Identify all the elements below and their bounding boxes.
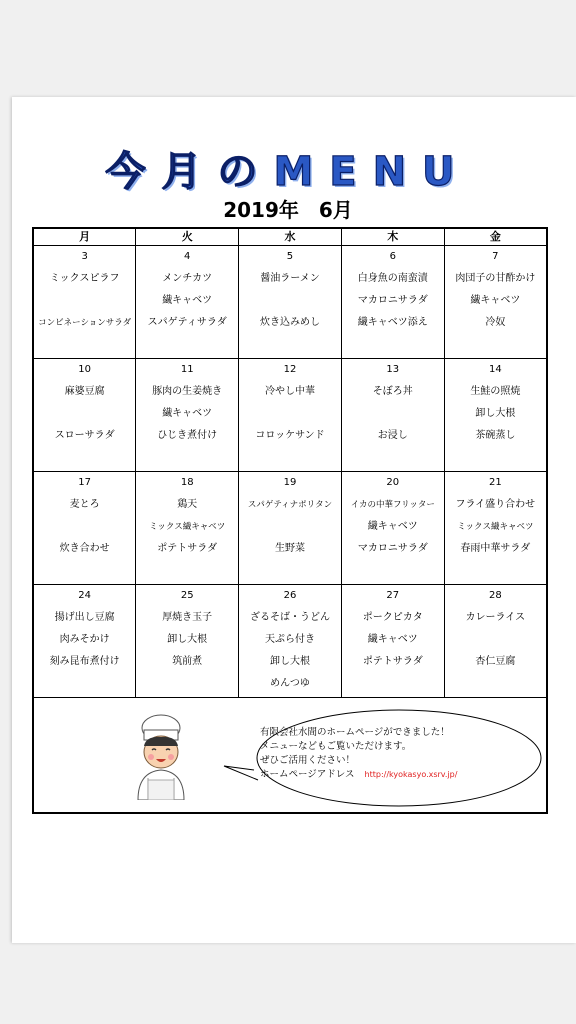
menu-dish: コンビネーションサラダ: [38, 318, 132, 328]
day-cell: [239, 585, 342, 698]
menu-dish: フライ盛り合わせ: [455, 499, 536, 510]
menu-dish: ポテトサラダ: [157, 543, 218, 554]
menu-dish: 炊き込みめし: [259, 317, 320, 328]
day-cell: [33, 246, 136, 359]
menu-dish: 生野菜: [274, 543, 305, 554]
day-cell: [136, 472, 239, 585]
day-cell: [33, 585, 136, 698]
calendar-body: [33, 246, 547, 698]
week-row: [33, 359, 547, 472]
menu-dish: 繊キャベツ: [367, 634, 418, 645]
day-cell: [136, 585, 239, 698]
menu-dish: スパゲティナポリタン: [247, 500, 333, 510]
notice-line: メニューなどもご覧いただけます。: [260, 741, 412, 752]
menu-dish: コロッケサンド: [255, 430, 325, 441]
menu-dish: イカの中華フリッター: [350, 500, 435, 510]
menu-dish: [239, 403, 341, 425]
menu-dish: お浸し: [377, 430, 408, 441]
day-number: 17: [78, 477, 92, 488]
day-number: 26: [283, 590, 297, 601]
menu-dish: ひじき煮付け: [157, 430, 218, 441]
menu-dish: ミックス繊キャベツ: [149, 522, 226, 532]
menu-dish: スパゲティサラダ: [147, 317, 227, 328]
day-cell: [444, 472, 547, 585]
menu-dish: 麦とろ: [69, 499, 100, 510]
day-cell: [444, 359, 547, 472]
day-number: 10: [78, 364, 92, 375]
menu-dish: 鶏天: [177, 499, 198, 510]
day-number: 18: [180, 477, 194, 488]
day-number: 4: [184, 251, 191, 262]
menu-dish: スローサラダ: [54, 430, 115, 441]
day-number: 3: [81, 251, 88, 262]
day-cell: [341, 585, 444, 698]
day-number: 20: [386, 477, 400, 488]
week-row: [33, 246, 547, 359]
day-number: 19: [283, 477, 297, 488]
day-number: 14: [488, 364, 502, 375]
day-cell: [239, 472, 342, 585]
menu-dish: ミックスピラフ: [49, 273, 120, 284]
notice-line: ぜひご活用ください！: [260, 755, 356, 766]
menu-dish: ざるそば・うどん: [249, 612, 330, 623]
menu-dish: そぼろ丼: [372, 386, 413, 397]
menu-dish: [445, 629, 546, 651]
day-cell: [341, 246, 444, 359]
menu-dish: マカロニサラダ: [357, 295, 428, 306]
day-cell: [33, 472, 136, 585]
menu-dish: 冷やし中華: [264, 386, 315, 397]
weekday-header: 木: [341, 228, 444, 246]
day-number: 13: [386, 364, 400, 375]
day-cell: [444, 246, 547, 359]
weekday-header: 水: [239, 228, 342, 246]
menu-dish: 生鮭の照焼: [470, 386, 521, 397]
menu-dish: [34, 403, 135, 425]
day-number: 5: [286, 251, 294, 262]
menu-dish: [239, 516, 341, 538]
notice-row: [33, 698, 547, 814]
day-number: 21: [488, 477, 502, 488]
menu-dish: 筑前煮: [172, 656, 203, 667]
menu-dish: ポテトサラダ: [362, 656, 423, 667]
menu-dish: [34, 290, 135, 312]
day-cell: [341, 359, 444, 472]
day-number: 24: [78, 590, 92, 601]
menu-dish: 繊キャベツ: [367, 521, 418, 532]
menu-dish: ポークピカタ: [362, 612, 423, 623]
address-label: ホームページアドレス: [260, 769, 355, 780]
weekday-header: 火: [136, 228, 239, 246]
month-subtitle: 2019年 6月: [223, 198, 353, 222]
menu-dish: 冷奴: [485, 317, 506, 328]
notice-line: 有限会社水間のホームページができました！: [260, 727, 450, 738]
menu-dish: 麻婆豆腐: [64, 386, 105, 397]
day-cell: [341, 472, 444, 585]
day-number: 27: [386, 590, 400, 601]
menu-dish: ミックス繊キャベツ: [457, 522, 534, 532]
menu-dish: 卸し大根: [269, 656, 310, 667]
menu-dish: 繊キャベツ: [470, 295, 521, 306]
menu-dish: メンチカツ: [162, 273, 213, 284]
homepage-link[interactable]: http://kyokasyo.xsrv.jp/: [364, 770, 458, 779]
day-number: 12: [283, 364, 297, 375]
notice-text: [260, 726, 457, 782]
menu-dish: 刻み昆布煮付け: [49, 656, 120, 667]
menu-dish: 炊き合わせ: [59, 543, 110, 554]
menu-dish: 繊キャベツ: [162, 408, 213, 419]
menu-dish: 肉みそかけ: [59, 634, 110, 645]
menu-dish: 白身魚の南蛮漬: [357, 273, 428, 284]
menu-dish: 杏仁豆腐: [475, 656, 516, 667]
day-number: 25: [180, 590, 194, 601]
day-cell: [136, 359, 239, 472]
menu-dish: 卸し大根: [167, 634, 208, 645]
menu-dish: 繊キャベツ添え: [357, 317, 428, 328]
menu-dish: 茶碗蒸し: [475, 430, 516, 441]
day-cell: [239, 359, 342, 472]
menu-dish: 春雨中華サラダ: [460, 543, 531, 554]
notice-cell: [33, 698, 547, 814]
weekday-header: 月: [33, 228, 136, 246]
menu-dish: めんつゆ: [270, 678, 310, 689]
day-number: 6: [389, 251, 396, 262]
day-cell: [33, 359, 136, 472]
day-number: 7: [492, 251, 499, 262]
day-cell: [136, 246, 239, 359]
menu-dish: 肉団子の甘酢かけ: [455, 273, 536, 284]
day-number: 11: [180, 364, 194, 375]
menu-dish: 揚げ出し豆腐: [54, 612, 115, 623]
day-cell: [239, 246, 342, 359]
menu-dish: 醤油ラーメン: [260, 273, 320, 284]
menu-dish: [239, 290, 341, 312]
weekday-header-row: [33, 228, 547, 246]
menu-dish: 豚肉の生姜焼き: [152, 386, 223, 397]
menu-dish: 繊キャベツ: [162, 295, 213, 306]
day-number: 28: [488, 590, 502, 601]
menu-dish: 卸し大根: [475, 408, 516, 419]
week-row: [33, 472, 547, 585]
menu-dish: 天ぷら付き: [264, 634, 315, 645]
menu-dish: マカロニサラダ: [357, 543, 428, 554]
menu-dish: [342, 403, 444, 425]
page-title: 今月のMENU: [105, 149, 471, 195]
menu-dish: [34, 516, 135, 538]
menu-dish: カレーライス: [465, 612, 526, 623]
menu-calendar: [32, 227, 548, 814]
menu-dish: 厚焼き玉子: [162, 612, 213, 623]
notice-address-line: [260, 768, 457, 782]
week-row: [33, 585, 547, 698]
day-cell: [444, 585, 547, 698]
weekday-header: 金: [444, 228, 547, 246]
